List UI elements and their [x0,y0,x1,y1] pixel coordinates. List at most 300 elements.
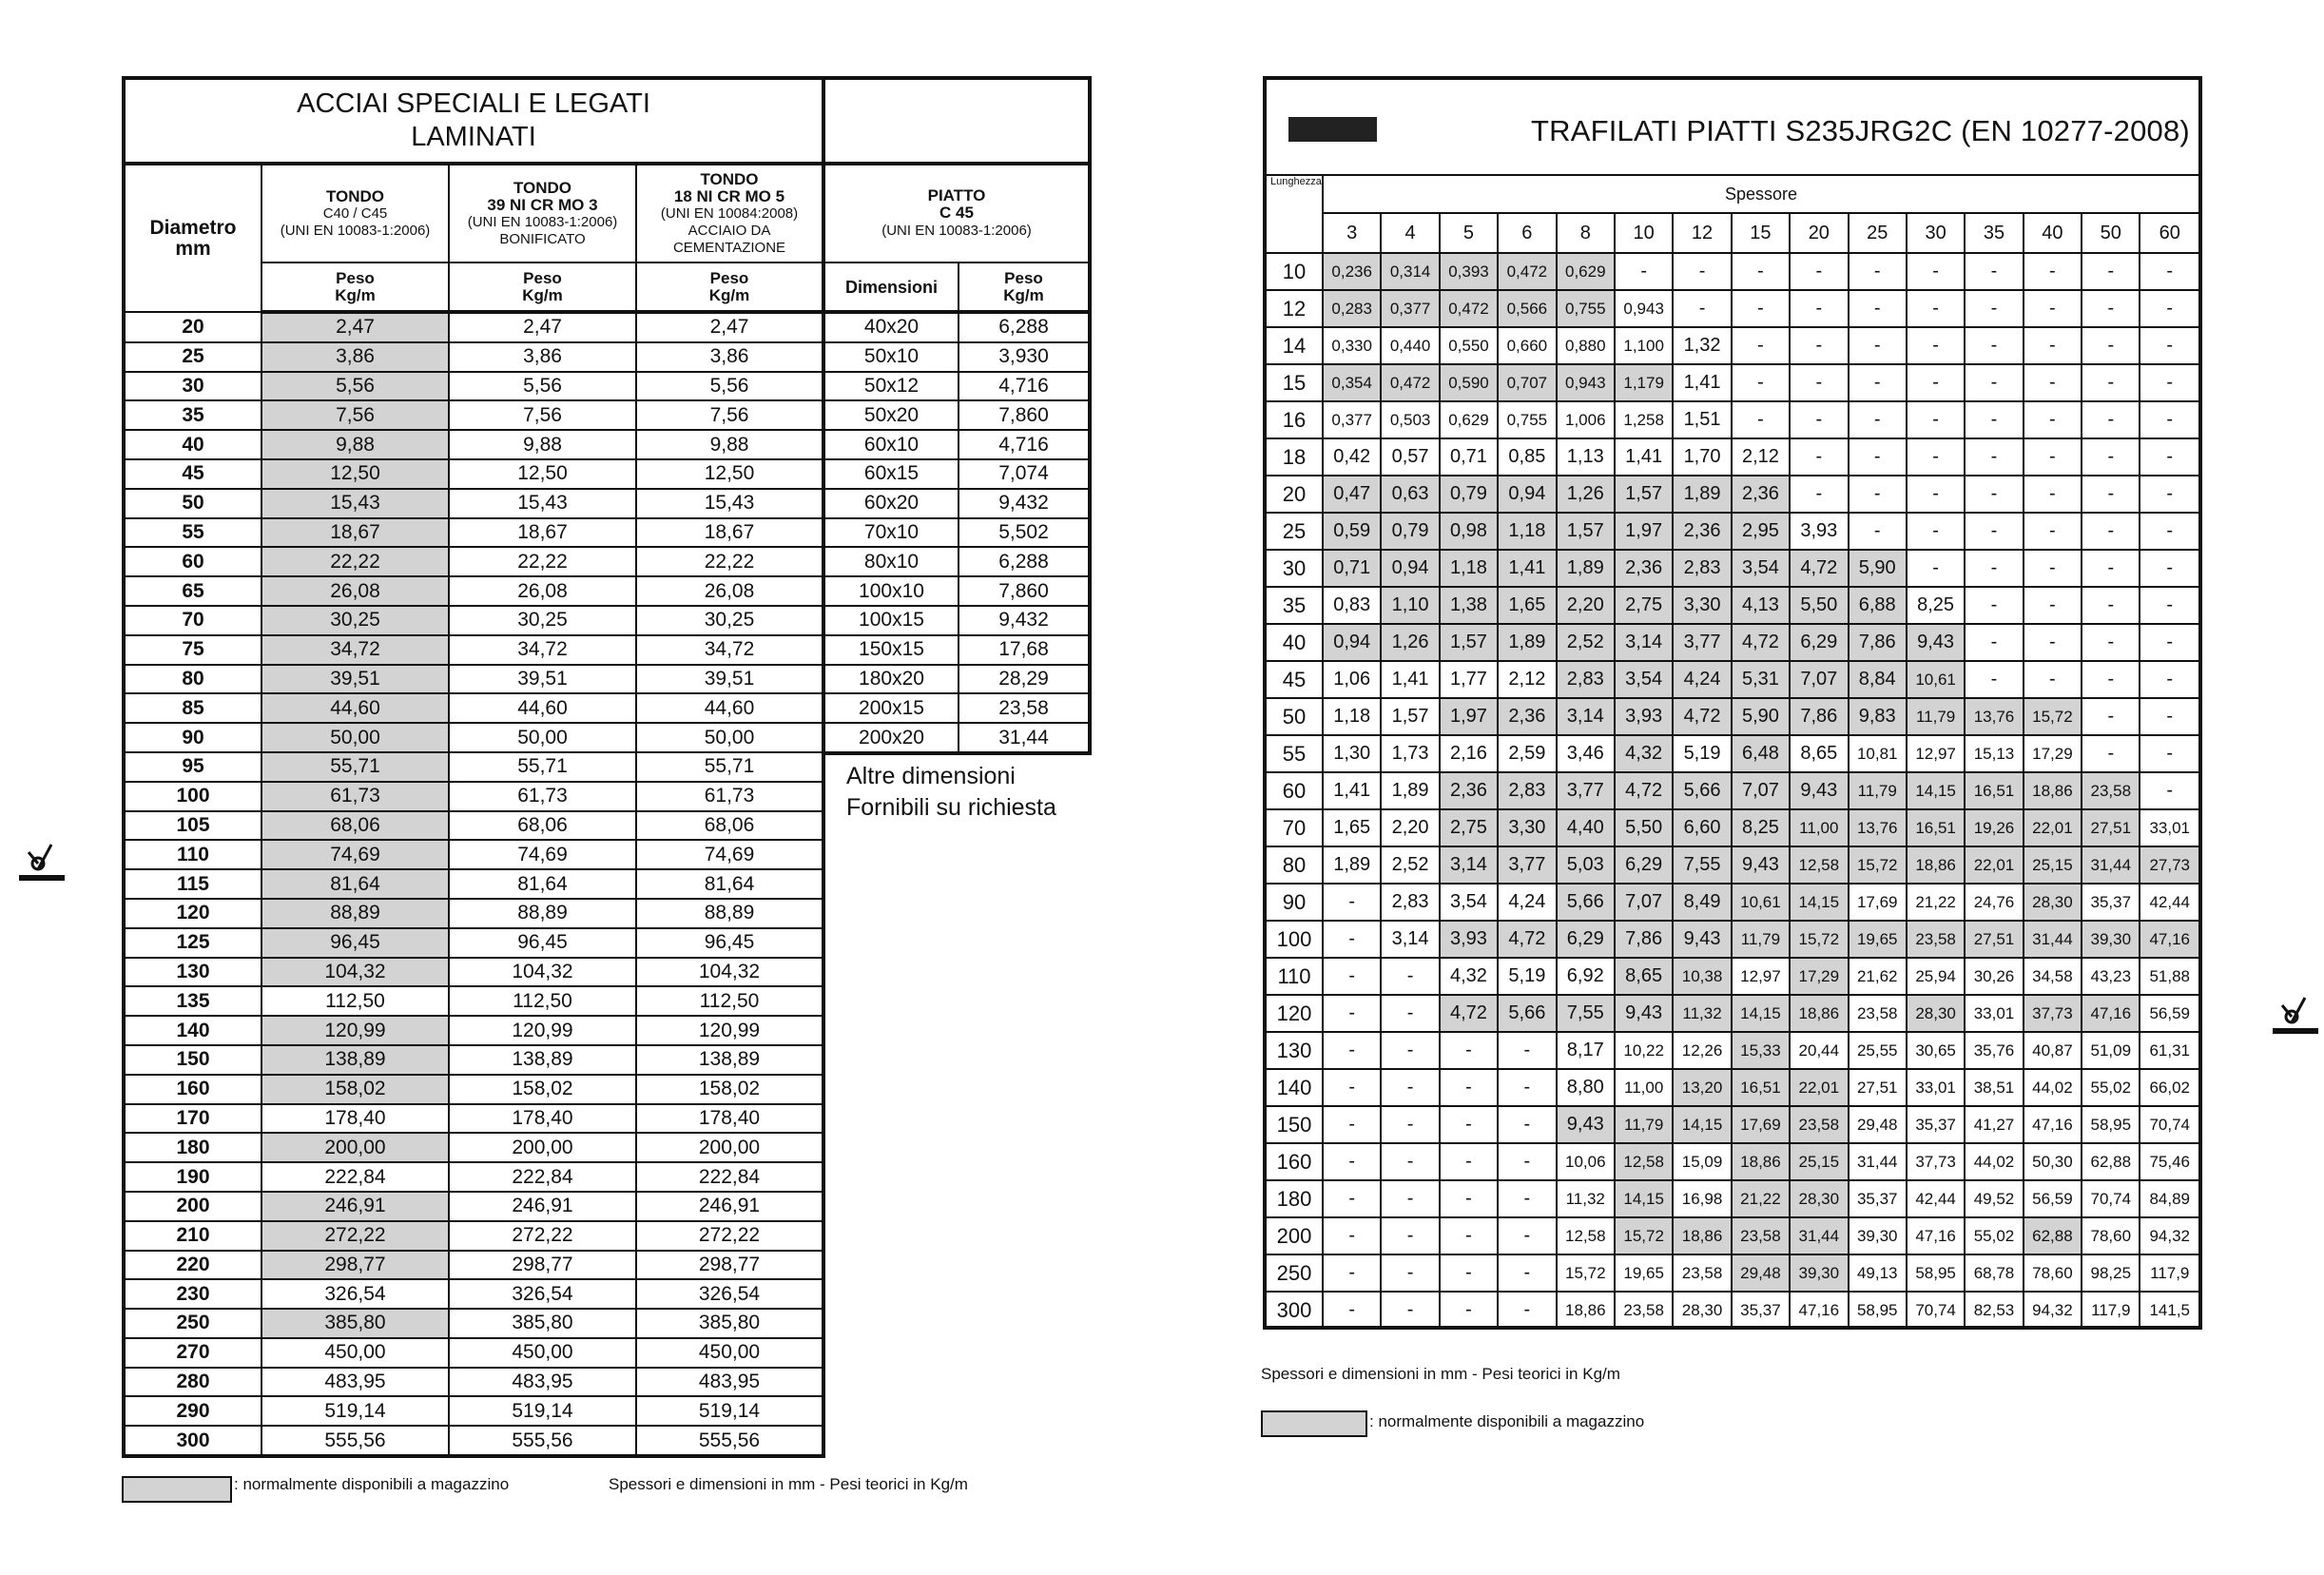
peso-cell: - [1440,1254,1498,1292]
table-row [124,665,823,694]
peso-cell: 2,12 [1498,661,1556,698]
legend-text: : normalmente disponibili a magazzino [234,1475,510,1493]
peso-cell: - [1907,438,1965,476]
piatto-peso-cell: 17,68 [959,635,1090,665]
peso-39ni-cell: 178,40 [449,1104,636,1134]
peso-18ni-cell: 138,89 [636,1045,823,1075]
peso-cell: 61,31 [2140,1032,2198,1069]
spessore-col-header: 3 [1323,213,1381,253]
peso-cell: 9,43 [1615,995,1673,1032]
peso-cell: - [1323,921,1381,958]
peso-cell: - [1849,401,1907,438]
peso-cell: 15,72 [1790,921,1848,958]
peso-cell: 1,89 [1557,550,1615,587]
peso-cell: - [1907,290,1965,327]
peso-cell: 0,943 [1615,290,1673,327]
peso-c40-cell: 246,91 [261,1192,449,1221]
peso-cell: 11,79 [1907,698,1965,735]
peso-cell: - [2082,401,2140,438]
peso-cell: 1,100 [1615,327,1673,364]
peso-cell: 40,87 [2024,1032,2082,1069]
peso-cell: 66,02 [2140,1069,2198,1106]
peso-cell: 20,44 [1790,1032,1848,1069]
peso-cell: 0,566 [1498,290,1556,327]
peso-cell: - [1381,1106,1439,1143]
peso-cell: 84,89 [2140,1180,2198,1217]
lunghezza-cell: 100 [1267,921,1323,958]
peso-cell: 0,71 [1323,550,1381,587]
table-row [124,400,823,430]
peso-cell: - [1323,1254,1381,1292]
peso-cell: 0,629 [1557,253,1615,290]
table-row [1267,958,2198,995]
peso-cell: 2,20 [1557,587,1615,624]
peso-cell: 4,24 [1673,661,1731,698]
peso-18ni-cell: 2,47 [636,312,823,342]
peso-18ni-cell: 44,60 [636,693,823,723]
lunghezza-cell: 35 [1267,587,1323,624]
peso-cell: 1,97 [1440,698,1498,735]
table-row [825,665,1090,694]
peso-39ni-cell: 61,73 [449,782,636,811]
peso-cell: 16,98 [1673,1180,1731,1217]
peso-cell: 16,51 [1965,772,2023,809]
table-row [1267,698,2198,735]
peso-cell: 70,74 [1907,1292,1965,1328]
peso-39ni-cell: 34,72 [449,635,636,665]
peso-c40-cell: 138,89 [261,1045,449,1075]
peso-39ni-cell: 7,56 [449,400,636,430]
peso-18ni-cell: 272,22 [636,1221,823,1251]
peso-cell: 78,60 [2024,1254,2082,1292]
peso-cell: 41,27 [1965,1106,2023,1143]
peso-cell: 2,36 [1440,772,1498,809]
peso-cell: 49,52 [1965,1180,2023,1217]
lunghezza-cell: 60 [1267,772,1323,809]
peso-cell: 6,88 [1849,587,1907,624]
table-row [124,576,823,606]
peso-cell: - [1965,438,2023,476]
peso-cell: - [1732,327,1790,364]
peso-cell: 21,22 [1732,1180,1790,1217]
peso-cell: 12,58 [1557,1217,1615,1254]
table-row [825,312,1090,342]
peso-cell: 1,26 [1381,624,1439,661]
peso-cell: 55,02 [2082,1069,2140,1106]
peso-39ni-cell: 9,88 [449,430,636,459]
peso-cell: 1,57 [1557,513,1615,550]
peso-cell: 1,26 [1557,476,1615,513]
peso-cell: - [1323,995,1381,1032]
peso-cell: 7,86 [1615,921,1673,958]
peso-cell: 14,15 [1732,995,1790,1032]
diameter-cell: 200 [124,1192,261,1221]
peso-cell: 2,95 [1732,513,1790,550]
peso-cell: 35,37 [1907,1106,1965,1143]
col-header-18ni [636,164,823,262]
peso-cell: 8,49 [1673,884,1731,921]
col-18ni-l4: ACCIAIO DA CEMENTAZIONE [672,222,786,256]
peso-18ni-cell: 555,56 [636,1426,823,1456]
piatto-dim-cell: 70x10 [825,518,959,548]
peso-cell: 0,283 [1323,290,1381,327]
peso-cell: 4,24 [1498,884,1556,921]
peso-cell: 11,32 [1673,995,1731,1032]
peso-cell: 5,03 [1557,846,1615,884]
peso-cell: - [2082,438,2140,476]
peso-cell: 13,20 [1673,1069,1731,1106]
peso-cell: 23,58 [1732,1217,1790,1254]
peso-cell: 2,36 [1498,698,1556,735]
peso-cell: 3,14 [1557,698,1615,735]
table-row [825,489,1090,518]
piatto-peso-cell: 7,074 [959,459,1090,489]
table-row [825,342,1090,372]
peso-cell: 8,17 [1557,1032,1615,1069]
peso-cell: 0,94 [1381,550,1439,587]
table-row [1267,587,2198,624]
peso-c40-cell: 385,80 [261,1309,449,1338]
peso-cell: - [1440,1292,1498,1328]
peso-cell: 43,23 [2082,958,2140,995]
peso-39ni-cell: 96,45 [449,928,636,958]
peso-cell: 6,29 [1557,921,1615,958]
piatto-dim-cell: 200x20 [825,723,959,753]
table-row [825,430,1090,459]
peso-18ni-cell: 34,72 [636,635,823,665]
peso-cell: 23,58 [1849,995,1907,1032]
peso-cell: 28,30 [2024,884,2082,921]
peso-cell: 10,38 [1673,958,1731,995]
peso-cell: 1,13 [1557,438,1615,476]
peso-cell: 1,89 [1381,772,1439,809]
peso-18ni-cell: 200,00 [636,1133,823,1162]
peso-cell: 22,01 [1790,1069,1848,1106]
peso-18ni-cell: 15,43 [636,489,823,518]
spessore-col-header: 8 [1557,213,1615,253]
peso-18ni-cell: 68,06 [636,811,823,841]
peso-cell: 1,57 [1615,476,1673,513]
peso-c40-cell: 222,84 [261,1162,449,1192]
peso-c40-cell: 50,00 [261,723,449,752]
peso-cell: 47,16 [2024,1106,2082,1143]
peso-18ni-cell: 385,80 [636,1309,823,1338]
peso-cell: - [2082,290,2140,327]
piatto-dim-cell: 50x20 [825,400,959,430]
piatto-header [825,164,1090,262]
piatto-peso-cell: 3,930 [959,342,1090,372]
table-row [1267,1292,2198,1328]
col-18ni-l3: (UNI EN 10084:2008) [660,204,799,222]
diameter-cell: 50 [124,489,261,518]
table-row [124,899,823,928]
peso-18ni-cell: 81,64 [636,869,823,899]
peso-cell: 8,80 [1557,1069,1615,1106]
peso-cell: 0,71 [1440,438,1498,476]
peso-cell: 7,86 [1790,698,1848,735]
peso-c40-cell: 450,00 [261,1338,449,1368]
peso-cell: 1,73 [1381,735,1439,772]
peso-cell: 70,74 [2082,1180,2140,1217]
peso-cell: 6,48 [1732,735,1790,772]
peso-cell: 27,51 [1849,1069,1907,1106]
peso-cell: - [1323,1106,1381,1143]
peso-39ni-cell: 298,77 [449,1251,636,1280]
peso-cell: 5,19 [1673,735,1731,772]
peso-cell: 3,54 [1440,884,1498,921]
peso-c40-cell: 2,47 [261,312,449,342]
peso-18ni-cell: 50,00 [636,723,823,752]
piatto-dim-cell: 150x15 [825,635,959,665]
peso-cell: - [1498,1032,1556,1069]
table-row [1267,253,2198,290]
peso-cell: 15,72 [1557,1254,1615,1292]
table-row [124,928,823,958]
peso-cell: 4,72 [1615,772,1673,809]
peso-cell: 1,18 [1323,698,1381,735]
altre-line2: Fornibili su richiesta [846,794,1056,821]
peso-cell: 9,43 [1557,1106,1615,1143]
table-row [124,1251,823,1280]
piatto-peso-cell: 9,432 [959,489,1090,518]
peso-c40-cell: 104,32 [261,958,449,987]
peso-cell: 1,57 [1440,624,1498,661]
lunghezza-header [1267,175,1323,253]
peso-cell: - [1907,476,1965,513]
peso-cell: 98,25 [2082,1254,2140,1292]
lunghezza-cell: 16 [1267,401,1323,438]
peso-cell: 1,41 [1673,364,1731,401]
table-row [124,489,823,518]
table-row [124,1016,823,1045]
table-row [124,723,823,752]
peso-cell: 3,93 [1615,698,1673,735]
peso-cell: - [1907,550,1965,587]
peso-cell: 1,89 [1673,476,1731,513]
table-row [124,1104,823,1134]
peso-cell: 117,9 [2082,1292,2140,1328]
diameter-cell: 30 [124,372,261,401]
spessore-col-header: 60 [2140,213,2198,253]
peso-18ni-cell: 12,50 [636,459,823,489]
peso-cell: 31,44 [1790,1217,1848,1254]
diameter-cell: 70 [124,606,261,635]
table-row [1267,995,2198,1032]
peso-cell: 2,83 [1673,550,1731,587]
peso-cell: 17,69 [1849,884,1907,921]
unit-label: Kg/m [522,285,563,304]
peso-39ni-cell: 88,89 [449,899,636,928]
peso-cell: 15,72 [1849,846,1907,884]
peso-cell: - [1323,1032,1381,1069]
peso-cell: - [2140,661,2198,698]
peso-c40-cell: 112,50 [261,986,449,1016]
peso-cell: 12,97 [1732,958,1790,995]
peso-cell: 117,9 [2140,1254,2198,1292]
peso-18ni-cell: 298,77 [636,1251,823,1280]
peso-cell: - [1790,290,1848,327]
peso-39ni-cell: 483,95 [449,1368,636,1397]
peso-cell: 3,30 [1673,587,1731,624]
peso-cell: 22,01 [1965,846,2023,884]
peso-cell: 15,72 [2024,698,2082,735]
table-row [124,1192,823,1221]
lunghezza-label: Lunghezza [1270,176,1322,187]
piatto-peso-header [959,262,1090,312]
col-c40-l3: (UNI EN 10083-1:2006) [280,222,431,239]
peso-label: Peso [523,268,562,287]
diameter-cell: 85 [124,693,261,723]
piatto-l1: PIATTO [927,186,986,204]
peso-18ni-cell: 450,00 [636,1338,823,1368]
peso-cell: - [2024,476,2082,513]
peso-18ni-cell: 222,84 [636,1162,823,1192]
peso-cell: 47,16 [1790,1292,1848,1328]
diameter-cell: 60 [124,547,261,576]
peso-c40-cell: 519,14 [261,1396,449,1426]
lunghezza-cell: 120 [1267,995,1323,1032]
peso-c40-cell: 555,56 [261,1426,449,1456]
peso-cell: - [2024,253,2082,290]
peso-cell: - [2082,624,2140,661]
peso-cell: 23,58 [1907,921,1965,958]
peso-18ni-cell: 7,56 [636,400,823,430]
peso-cell: 3,14 [1440,846,1498,884]
peso-cell: 1,006 [1557,401,1615,438]
peso-cell: 5,31 [1732,661,1790,698]
peso-39ni-cell: 555,56 [449,1426,636,1456]
peso-39ni-cell: 104,32 [449,958,636,987]
diameter-cell: 280 [124,1368,261,1397]
peso-cell: 0,377 [1381,290,1439,327]
table-row [1267,624,2198,661]
peso-cell: - [1498,1292,1556,1328]
peso-cell: 0,94 [1498,476,1556,513]
peso-c40-cell: 9,88 [261,430,449,459]
table-row [825,606,1090,635]
peso-cell: 19,65 [1615,1254,1673,1292]
table-row [825,372,1090,401]
peso-cell: 39,30 [2082,921,2140,958]
peso-cell: - [2082,587,2140,624]
table-row [124,1279,823,1309]
piatto-title-spacer [825,78,1090,164]
peso-cell: 3,14 [1615,624,1673,661]
table-row [124,986,823,1016]
peso-cell: - [1965,401,2023,438]
peso-cell: 3,30 [1498,809,1556,846]
peso-cell: 23,58 [1615,1292,1673,1328]
peso-c40-cell: 120,99 [261,1016,449,1045]
peso-18ni-cell: 104,32 [636,958,823,987]
lunghezza-cell: 130 [1267,1032,1323,1069]
peso-cell: - [2024,401,2082,438]
peso-cell: 27,51 [1965,921,2023,958]
peso-cell: - [1498,1217,1556,1254]
peso-cell: 0,354 [1323,364,1381,401]
table-row [124,312,823,342]
peso-cell: 11,79 [1732,921,1790,958]
table-row [124,1338,823,1368]
peso-cell: - [1381,958,1439,995]
piatto-peso-cell: 31,44 [959,723,1090,753]
peso-cell: - [2024,550,2082,587]
peso-cell: 2,83 [1381,884,1439,921]
peso-cell: - [1732,364,1790,401]
table-row [1267,364,2198,401]
lunghezza-cell: 200 [1267,1217,1323,1254]
peso-cell: 5,19 [1498,958,1556,995]
diameter-cell: 250 [124,1309,261,1338]
peso-c40-cell: 22,22 [261,547,449,576]
peso-39ni-cell: 15,43 [449,489,636,518]
peso-cell: 2,75 [1615,587,1673,624]
diameter-cell: 190 [124,1162,261,1192]
table-row [1267,1106,2198,1143]
peso-18ni-cell: 18,67 [636,518,823,548]
peso-c40-cell: 61,73 [261,782,449,811]
peso-cell: 11,79 [1849,772,1907,809]
peso-cell: 12,58 [1615,1143,1673,1180]
altre-dimensioni-note [846,761,1056,824]
peso-cell: 4,72 [1790,550,1848,587]
peso-cell: 2,52 [1557,624,1615,661]
peso-cell: 0,314 [1381,253,1439,290]
table-row [124,693,823,723]
col-39ni-l4: BONIFICATO [499,230,586,247]
piatto-dim-cell: 60x20 [825,489,959,518]
col-header-39ni [449,164,636,262]
diameter-cell: 170 [124,1104,261,1134]
peso-cell: - [2024,438,2082,476]
table-row [825,518,1090,548]
lunghezza-cell: 40 [1267,624,1323,661]
peso-cell: 12,26 [1673,1032,1731,1069]
peso-cell: 1,10 [1381,587,1439,624]
peso-cell: - [1849,438,1907,476]
peso-cell: 0,707 [1498,364,1556,401]
peso-cell: - [2140,476,2198,513]
peso-cell: - [1790,401,1848,438]
table-row [1267,846,2198,884]
peso-cell: 47,16 [2140,921,2198,958]
peso-cell: 7,55 [1673,846,1731,884]
peso-cell: - [2082,364,2140,401]
peso-cell: - [1381,1069,1439,1106]
legend-swatch-right [1261,1410,1367,1437]
piatto-dim-cell: 180x20 [825,665,959,694]
peso-18ni-cell: 96,45 [636,928,823,958]
peso-c40-cell: 200,00 [261,1133,449,1162]
unit-label: Kg/m [708,285,750,304]
spessore-col-header: 20 [1790,213,1848,253]
peso-cell: 0,42 [1323,438,1381,476]
peso-cell: 1,41 [1615,438,1673,476]
peso-cell: 0,57 [1381,438,1439,476]
peso-cell: 42,44 [1907,1180,1965,1217]
peso-cell: - [2024,364,2082,401]
peso-cell: 9,43 [1907,624,1965,661]
peso-cell: - [1323,1292,1381,1328]
peso-39ni-cell: 385,80 [449,1309,636,1338]
table-row [124,1133,823,1162]
peso-cell: - [1907,401,1965,438]
table-row [124,459,823,489]
peso-39ni-cell: 26,08 [449,576,636,606]
peso-18ni-cell: 326,54 [636,1279,823,1309]
peso-cell: 5,50 [1615,809,1673,846]
peso-cell: 62,88 [2082,1143,2140,1180]
